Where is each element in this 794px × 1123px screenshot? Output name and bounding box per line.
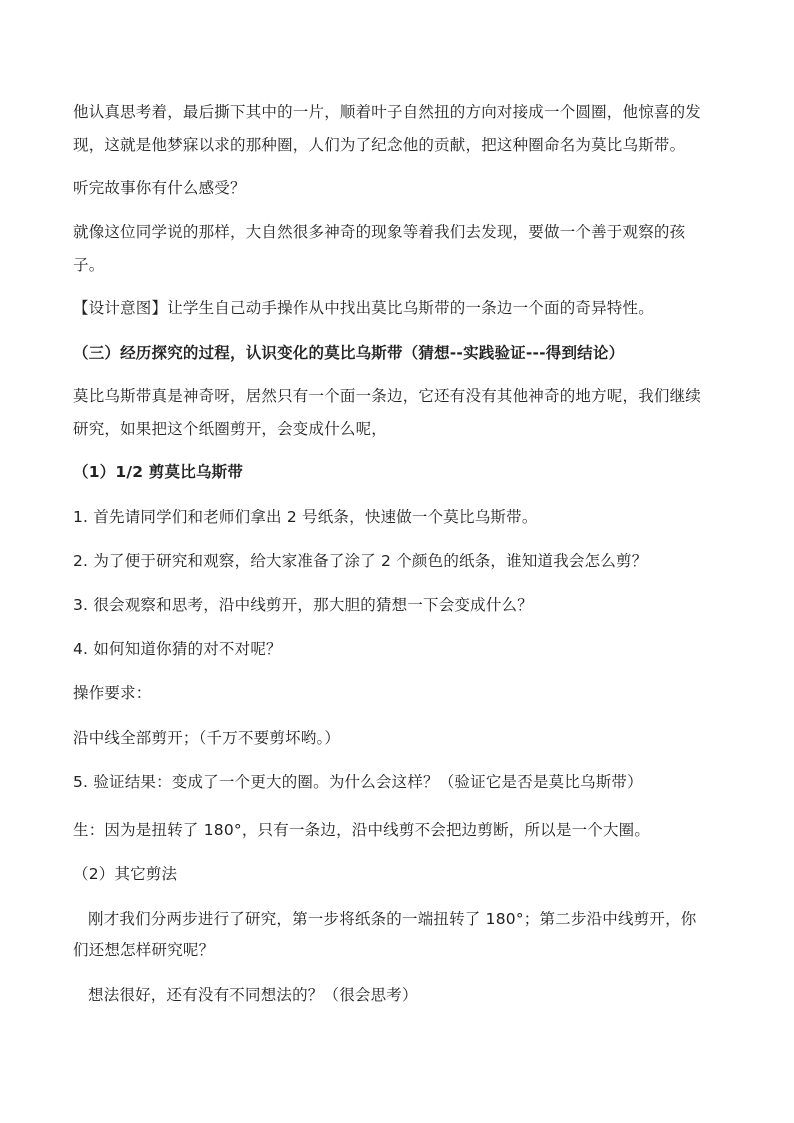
paragraph-line: 莫比乌斯带真是神奇呀，居然只有一个面一条边，它还有没有其他神奇的地方呢，我们继续 (73, 387, 702, 405)
student-answer: 生：因为是扭转了 180°，只有一条边，沿中线剪不会把边剪断，所以是一个大圈。 (73, 821, 651, 839)
design-intent: 【设计意图】让学生自己动手操作从中找出莫比乌斯带的一条边一个面的奇异特性。 (73, 299, 654, 317)
paragraph-line: 他认真思考着，最后撕下其中的一片，顺着叶子自然扭的方向对接成一个圆圈，他惊喜的发 (73, 103, 702, 121)
paragraph-line: 现，这就是他梦寐以求的那种圈，人们为了纪念他的贡献，把这种圈命名为莫比乌斯带。 (73, 136, 686, 154)
list-item: 3. 很会观察和思考，沿中线剪开，那大胆的猜想一下会变成什么？ (73, 596, 533, 614)
paragraph-line: 就像这位同学说的那样，大自然很多神奇的现象等着我们去发现，要做一个善于观察的孩 (73, 223, 686, 241)
list-item: 5. 验证结果：变成了一个更大的圈。为什么会这样？（验证它是否是莫比乌斯带） (73, 773, 643, 791)
operation-label: 操作要求： (73, 684, 152, 702)
list-item: 2. 为了便于研究和观察，给大家准备了涂了 2 个颜色的纸条，谁知道我会怎么剪？ (73, 552, 648, 570)
paragraph-line: 刚才我们分两步进行了研究，第一步将纸条的一端扭转了 180°；第二步沿中线剪开，你 (88, 910, 697, 928)
paragraph-line: 想法很好，还有没有不同想法的？（很会思考） (88, 986, 418, 1004)
paragraph-line: 子。 (73, 256, 105, 274)
subsection-heading: （1）1/2 剪莫比乌斯带 (73, 463, 244, 481)
paragraph-line: 研究，如果把这个纸圈剪开，会变成什么呢， (73, 420, 388, 438)
paragraph-line: 们还想怎样研究呢？ (73, 941, 215, 959)
list-item: 1. 首先请同学们和老师们拿出 2 号纸条，快速做一个莫比乌斯带。 (73, 508, 538, 526)
list-item: 4. 如何知道你猜的对不对呢？ (73, 640, 282, 658)
operation-detail: 沿中线全部剪开；（千万不要剪坏哟。） (73, 729, 341, 747)
subsection-heading: （2）其它剪法 (73, 865, 178, 883)
section-heading: （三）经历探究的过程，认识变化的莫比乌斯带（猜想--实践验证---得到结论） (73, 344, 625, 362)
question-text: 听完故事你有什么感受？ (73, 179, 246, 197)
